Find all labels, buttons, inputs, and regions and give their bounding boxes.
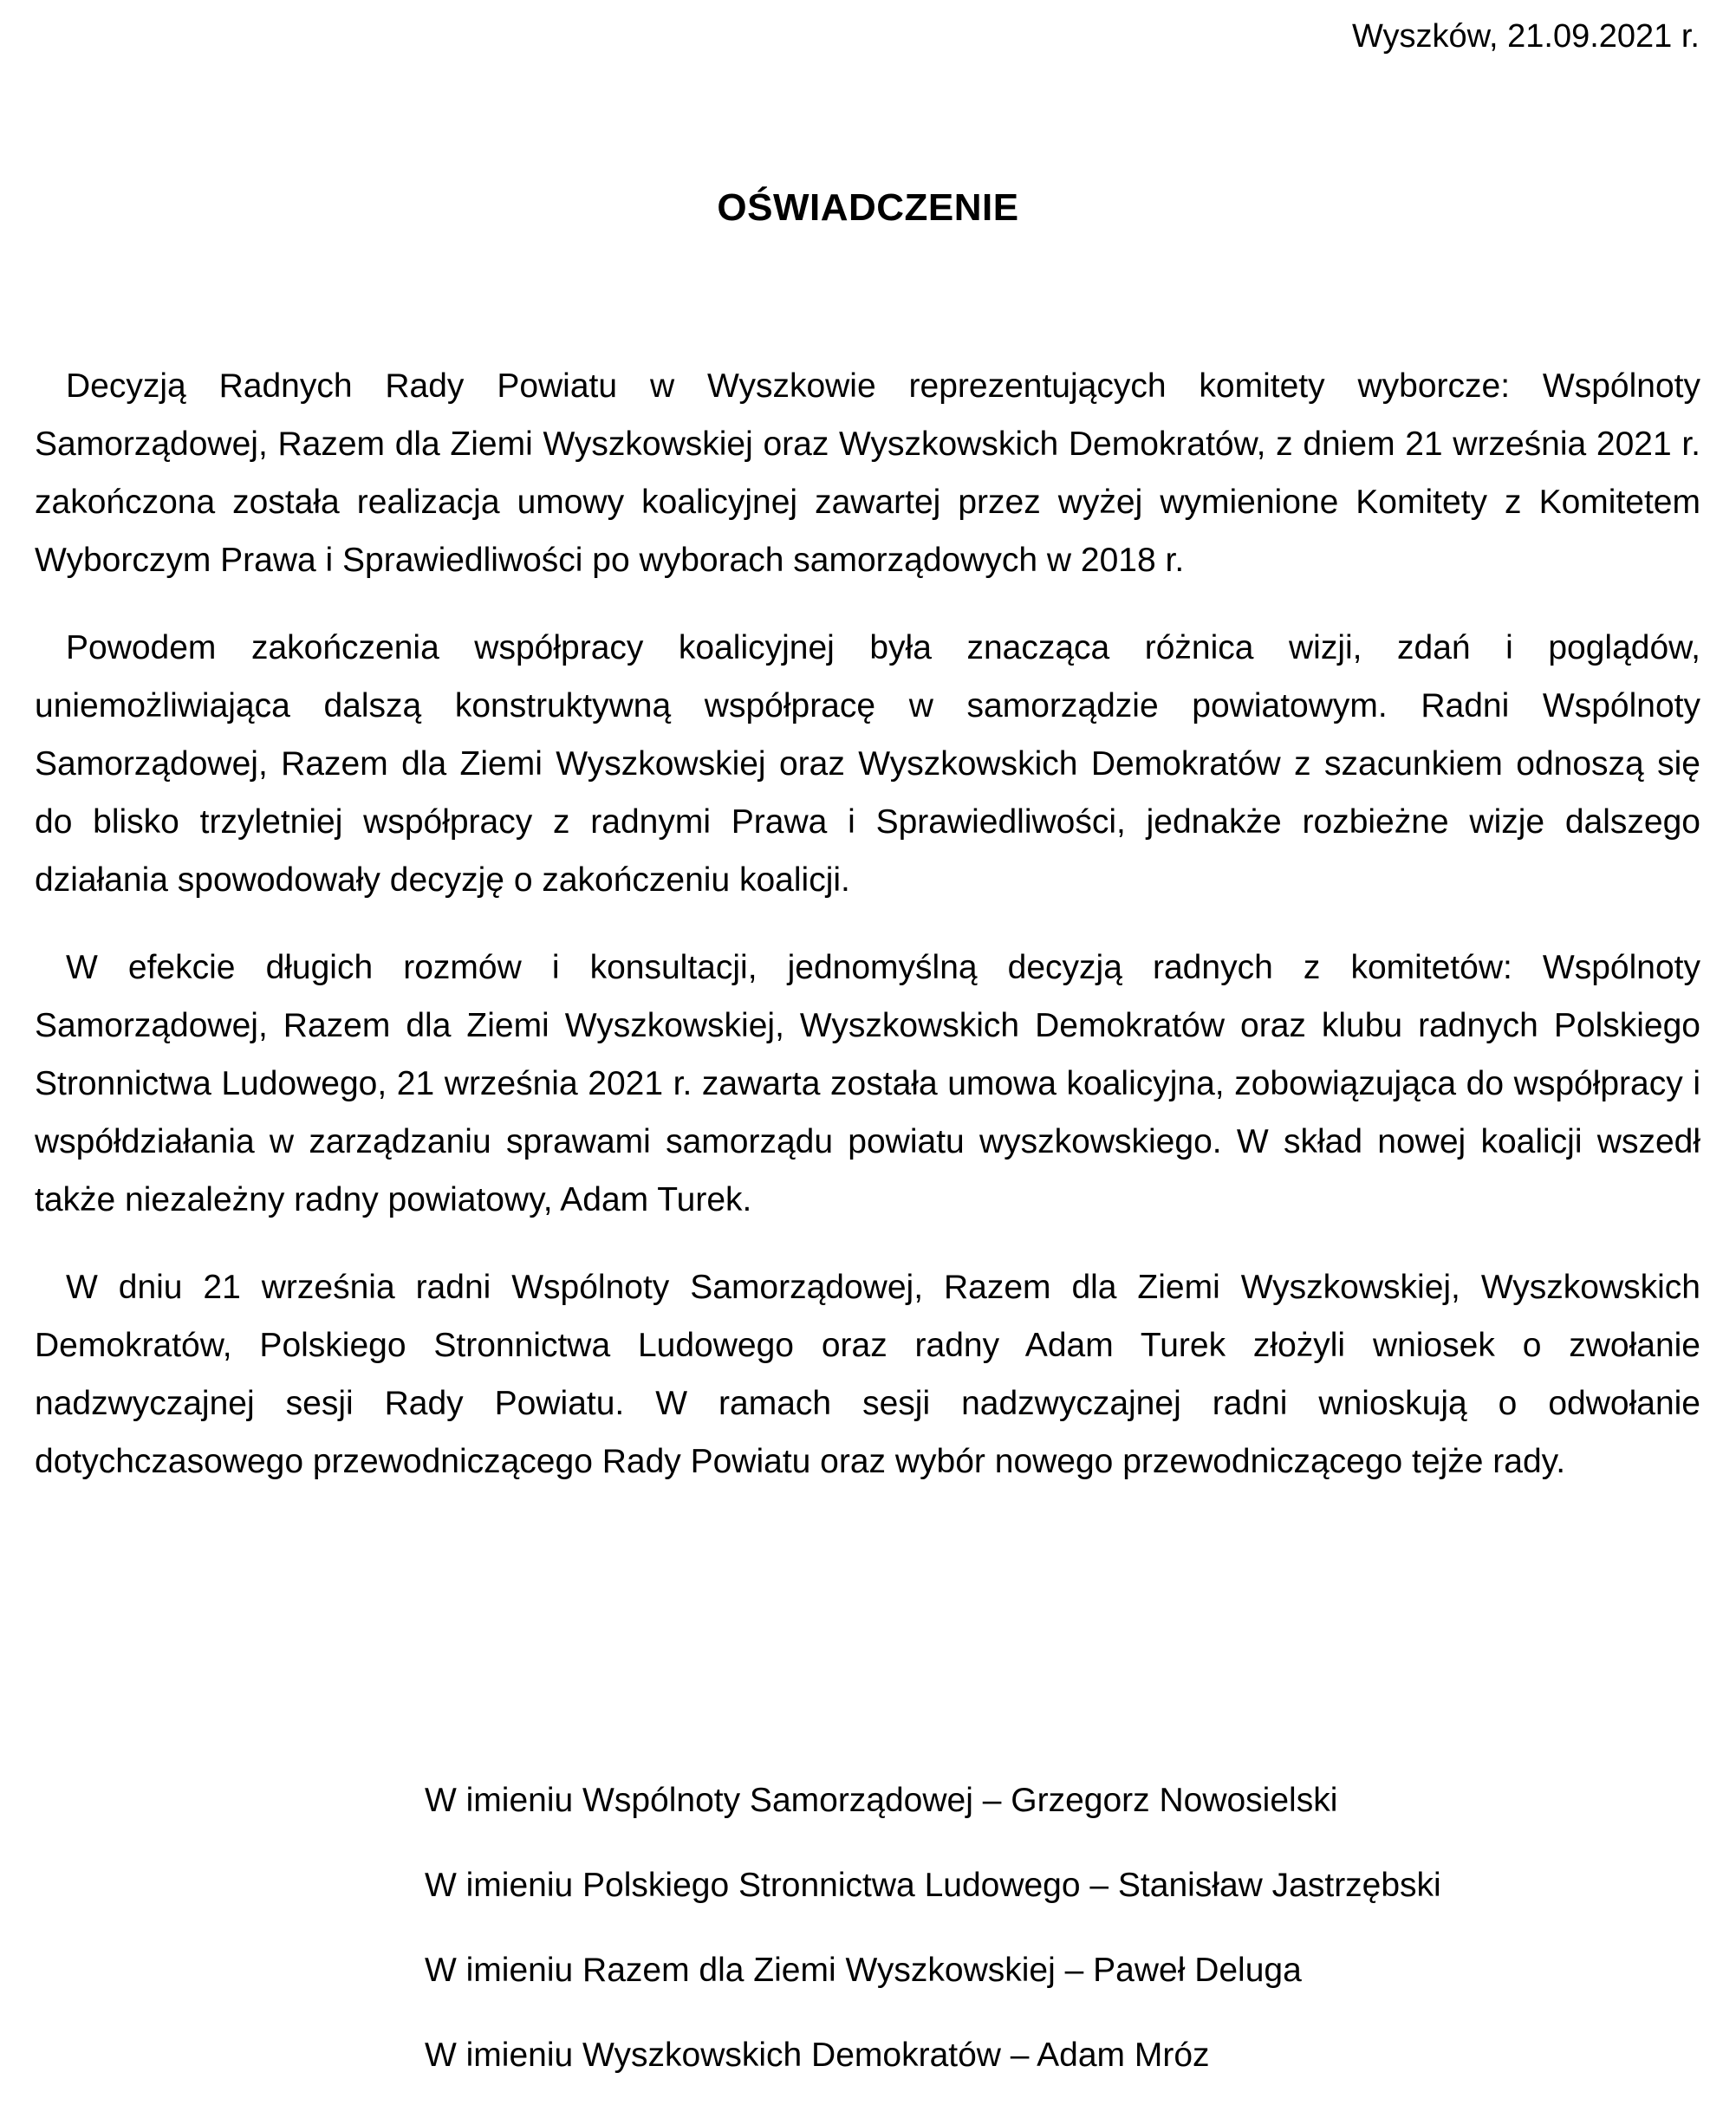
signature-line-2: W imieniu Polskiego Stronnictwa Ludowego – Stanisław Jastrzębski (425, 1867, 1441, 1904)
document-title: OŚWIADCZENIE (717, 186, 1019, 229)
signature-line-1: W imieniu Wspólnoty Samorządowej – Grzegorz Nowosielski (425, 1782, 1338, 1819)
paragraph-4: W dniu 21 września radni Wspólnoty Samorządowej, Razem dla Ziemi Wyszkowskiej, Wyszkowskich Demokratów, Polskiego Stronnictwa Ludowego oraz radny Adam Turek złożyli wniosek o zwołanie nadzwyczajnej sesji Rady Powiatu. W ramach sesji nadzwyczajnej radni wnioskują o odwołanie dotychczasowego przewodniczącego Rady Powiatu oraz wybór nowego przewodniczącego tejże rady. (35, 1269, 1700, 1480)
place-date: Wyszków, 21.09.2021 r. (1352, 18, 1700, 55)
signatures-block (425, 1778, 1707, 2118)
signature-line-3: W imieniu Razem dla Ziemi Wyszkowskiej – Paweł Deluga (425, 1952, 1302, 1989)
paragraph-1: Decyzją Radnych Rady Powiatu w Wyszkowie reprezentujących komitety wyborcze: Wspólnoty Samorządowej, Razem dla Ziemi Wyszkowskiej oraz Wyszkowskich Demokratów, z dniem 21 września 2021 r. zakończona została realizacja umowy koalicyjnej zawartej przez wyżej wymienione Komitety z Komitetem Wyborczym Prawa i Sprawiedliwości po wyborach samorządowych w 2018 r. (35, 367, 1700, 579)
paragraph-3: W efekcie długich rozmów i konsultacji, jednomyślną decyzją radnych z komitetów: Wspólnoty Samorządowej, Razem dla Ziemi Wyszkowskiej, Wyszkowskich Demokratów oraz klubu radnych Polskiego Stronnictwa Ludowego, 21 września 2021 r. zawarta została umowa koalicyjna, zobowiązująca do współpracy i współdziałania w zarządzaniu sprawami samorządu powiatu wyszkowskiego. W skład nowej koalicji wszedł także niezależny radny powiatowy, Adam Turek. (35, 949, 1700, 1218)
paragraph-2: Powodem zakończenia współpracy koalicyjnej była znacząca różnica wizji, zdań i poglądów, uniemożliwiająca dalszą konstruktywną współpracę w samorządzie powiatowym. Radni Wspólnoty Samorządowej, Razem dla Ziemi Wyszkowskiej oraz Wyszkowskich Demokratów z szacunkiem odnoszą się do blisko trzyletniej współpracy z radnymi Prawa i Sprawiedliwości, jednakże rozbieżne wizje dalszego działania spowodowały decyzję o zakończeniu koalicji. (35, 629, 1700, 899)
signature-line-4: W imieniu Wyszkowskich Demokratów – Adam Mróz (425, 2037, 1210, 2074)
document-body (35, 357, 1700, 1520)
